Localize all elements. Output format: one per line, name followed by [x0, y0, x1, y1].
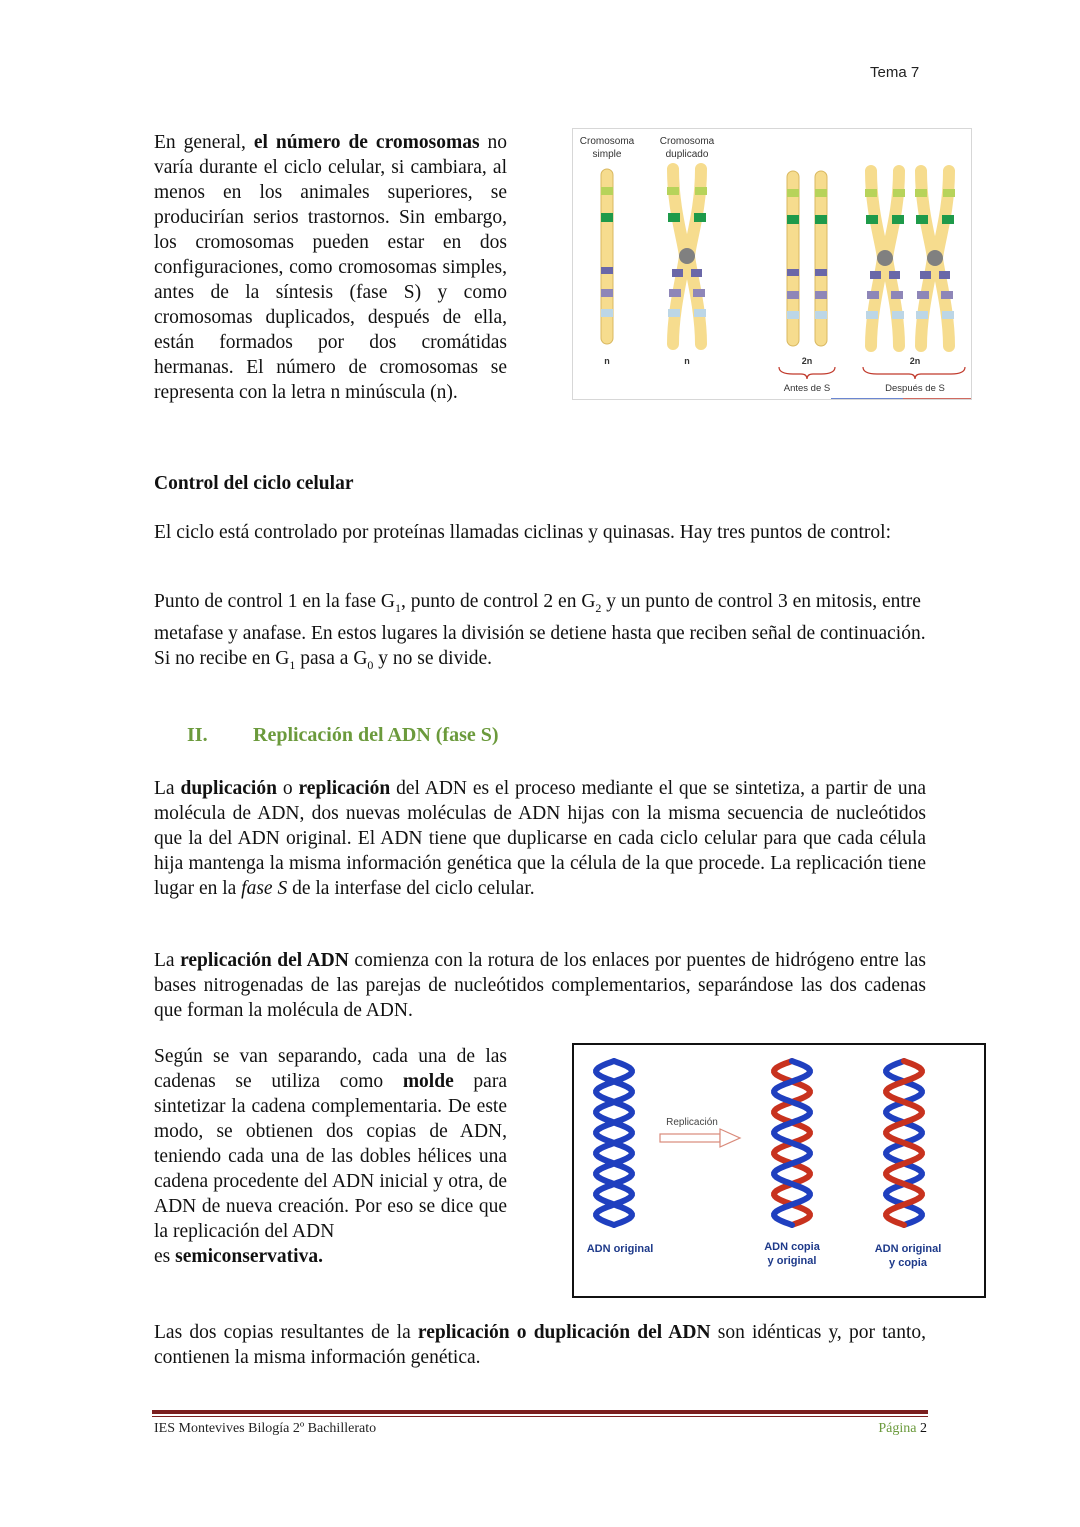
dna-replication-figure: [572, 1043, 986, 1298]
rep3-bold-molde: molde: [402, 1071, 454, 1092]
page-header: Tema 7: [870, 64, 920, 81]
control-text-a: Punto de control 1 en la fase G: [154, 591, 395, 612]
subscript-3: 1: [289, 657, 296, 672]
label-antes: Antes de S: [783, 383, 831, 394]
label-copia-original-1: ADN copia: [764, 1241, 820, 1253]
rep1-e: del ADN es el proceso mediante el que se sintetiza, a partir de una molécula de ADN, dos nuevas moléculas de ADN hijas con la misma secuencia de nucleótidos que la del ADN original. El ADN tiene que duplicarse en cada ciclo celular para que cada célula hija mantenga la misma información genética que la célula de la que procede. La replicación tiene lugar en la: [154, 778, 926, 899]
rep2-bold: replicación del ADN: [180, 950, 349, 971]
rep4-c: son idénticas y, por tanto, contienen la misma información genética.: [154, 1322, 926, 1368]
rep3-c: para sintetizar la cadena complementaria. De este modo, se obtienen dos copias de ADN, teniendo cada una de las dobles hélices una cadena procedente del ADN inicial y otra, de ADN de nueva creación. Por eso se dice que la replicación del ADN: [154, 1071, 507, 1242]
subscript-4: 0: [367, 657, 374, 672]
control-text-b: , punto de control 2 en G: [400, 591, 596, 612]
label-copia-original-2: y original: [767, 1255, 817, 1267]
control-paragraph-1: El ciclo está controlado por proteínas llamadas ciclinas y quinasas. Hay tres puntos de control:: [154, 522, 892, 543]
duplicated-chromosome-pair-a: [865, 171, 905, 346]
label-original-copia-1: ADN original: [874, 1243, 942, 1255]
subscript-2: 2: [595, 600, 602, 615]
rep3-bold-semiconservativa: semiconservativa.: [175, 1246, 323, 1267]
dna-replication-diagram: [574, 1045, 984, 1296]
arrow-label: Replicación: [666, 1117, 718, 1128]
replication-paragraph-2: [154, 948, 926, 1023]
label-simple-line1: Cromosoma: [579, 136, 635, 147]
footer-page-word: Página: [878, 1421, 917, 1436]
rep2-c: comienza con la rotura de los enlaces por puentes de hidrógeno entre las bases nitrogenadas de las parejas de nucleótidos complementarios, separándose las dos cadenas que forman la molécula de ADN.: [154, 950, 926, 1021]
replication-arrow: [660, 1129, 740, 1147]
rep3-d: es: [154, 1246, 176, 1267]
section-title: Replicación del ADN (fase S): [253, 724, 499, 746]
label-despues: Después de S: [885, 383, 945, 394]
label-2n-1: 2n: [801, 356, 813, 366]
section-number: II.: [187, 724, 208, 746]
label-duplicado-line1: Cromosoma: [659, 136, 715, 147]
rep3-a: Según se van separando, cada una de las cadenas se utiliza como: [154, 1046, 507, 1092]
label-n-1: n: [604, 356, 610, 366]
duplicated-chromosome-pair-b: [915, 171, 955, 346]
control-heading: Control del ciclo celular: [154, 473, 354, 494]
rep1-bold-replicacion: replicación: [298, 778, 391, 799]
simple-chromosome-pair-b: [815, 171, 827, 346]
label-simple-line2: simple: [592, 149, 622, 160]
control-paragraph-2: [154, 589, 926, 678]
intro-paragraph: [154, 130, 507, 405]
label-2n-2: 2n: [909, 356, 921, 366]
footer-page: [845, 1421, 927, 1437]
label-duplicado-line2: duplicado: [665, 149, 709, 160]
chromosome-figure: [572, 128, 972, 400]
control-text-e: y no se divide.: [373, 647, 493, 669]
footer-institution: IES Montevives Bilogía 2º Bachillerato: [154, 1421, 377, 1436]
replication-paragraph-4: [154, 1320, 926, 1370]
footer-rule-thick: [152, 1410, 928, 1414]
replication-paragraph-1: [154, 776, 926, 901]
rep4-bold: replicación o duplicación del ADN: [417, 1322, 711, 1343]
chromosome-diagram: [573, 129, 971, 399]
rep1-g: de la interfase del ciclo celular.: [287, 878, 535, 899]
control-text-c: y un punto de control 3 en mitosis, entre metafase y anafase. En estos lugares la división se detiene hasta que reciben señal de continuación. Si no recibe en G: [154, 591, 926, 669]
intro-text-a: En general,: [154, 132, 254, 153]
label-n-2: n: [684, 356, 690, 366]
rep1-c: o: [276, 778, 299, 799]
rep1-a: La: [154, 778, 181, 799]
rep2-a: La: [154, 950, 181, 971]
rep4-a: Las dos copias resultantes de la: [154, 1322, 418, 1343]
replication-paragraph-3: [154, 1044, 507, 1269]
intro-text-c: no varía durante el ciclo celular, si cambiara, al menos en los animales superiores, se producirían serios trastornos. Sin embargo, los cromosomas pueden estar en dos configuraciones, como cromosomas simples, antes de la síntesis (fase S) y como cromosomas duplicados, después de ella, están formados por dos cromátidas hermanas. El número de cromosomas se representa con la letra n minúscula (n).: [154, 132, 508, 403]
simple-chromosome: [601, 169, 613, 344]
brace-despues: [863, 367, 965, 379]
label-adn-original: ADN original: [586, 1243, 654, 1255]
duplicated-chromosome: [667, 169, 707, 344]
control-text-d: pasa a G: [295, 647, 368, 669]
simple-chromosome-pair-a: [787, 171, 799, 346]
label-original-copia-2: y copia: [889, 1257, 927, 1269]
footer-rule-thin: [152, 1416, 928, 1417]
brace-antes: [779, 367, 835, 379]
footer-page-number: 2: [920, 1421, 927, 1436]
rep1-italic-fase-s: fase S: [241, 878, 288, 899]
subscript-1: 1: [394, 600, 401, 615]
intro-bold: el número de cromosomas: [253, 132, 480, 153]
rep1-bold-duplicacion: duplicación: [180, 778, 277, 799]
